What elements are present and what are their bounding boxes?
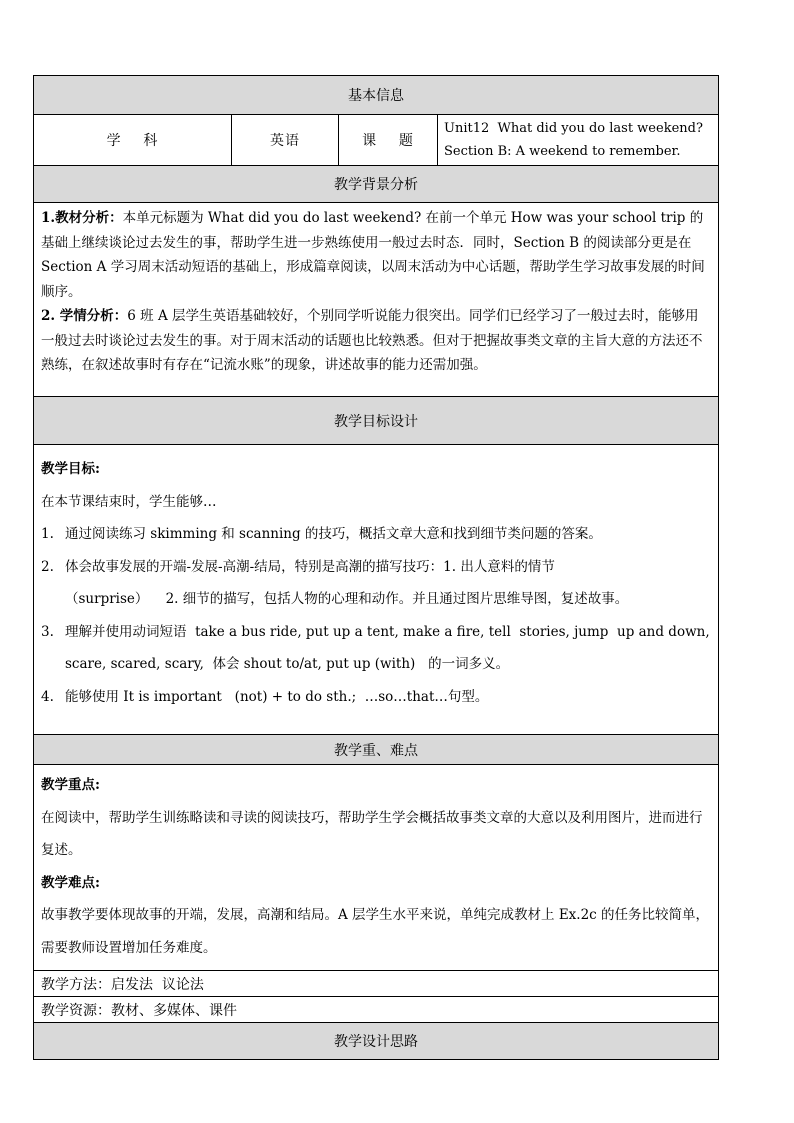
topic-value [438, 115, 719, 166]
subject-label: 学 科 [34, 115, 232, 166]
objectives-intro: 在本节课结束时，学生能够… [41, 493, 217, 510]
objectives-title: 教学目标: [41, 461, 100, 477]
objective-text: 体会故事发展的开端-发展-高潮-结局，特别是高潮的描写技巧：1. 出人意料的情节 [65, 558, 555, 575]
student-analysis-text: 6 班 A 层学生英语基础较好，个别同学听说能力很突出。同学们已经学习了一般过去时，能够用一般过去时谈论过去发生的事。对于周末活动的话题也比较熟悉。但对于把握故事类文章的主旨大意的方法还不熟练，在叙述故事时有存在“记流水账”的现象，讲述故事的能力还需加强。 [41, 308, 703, 373]
teaching-methods: 教学方法：启发法 议论法 [34, 971, 719, 997]
student-analysis-title: 2. 学情分析： [41, 308, 128, 324]
basic-info-header: 基本信息 [34, 76, 719, 115]
objective-text: 通过阅读练习 skimming 和 scanning 的技巧，概括文章大意和找到细节类问题的答案。 [65, 526, 602, 542]
background-content [34, 203, 719, 397]
difficulty-title: 教学难点: [41, 874, 100, 891]
objective-text-cont: scare, scared, scary, 体会 shout to/at, put up (with) 的一词多义。 [65, 656, 510, 672]
background-header: 教学背景分析 [34, 166, 719, 203]
student-analysis [41, 304, 711, 378]
key-points-content [34, 765, 719, 971]
objective-num: 3. [41, 623, 54, 640]
topic-line-1: Unit12 What did you do last weekend? [444, 121, 703, 136]
textbook-analysis-text: 本单元标题为 What did you do last weekend? 在前一个单元 How was your school trip 的基础上继续谈论过去发生的事，帮助学生进一步熟练使用一般过去时态．同时，Section B 的阅读部分更是在 Section A 学习周末活动短语的基础上，形成篇章阅读，以周末活动为中心话题，帮助学生学习故事发展的时间顺序。 [41, 210, 705, 300]
basic-info-header-row [34, 76, 719, 115]
objective-item-1 [41, 518, 711, 551]
topic-line-2: Section B: A weekend to remember. [444, 144, 681, 159]
objective-item-2 [41, 551, 711, 616]
objective-item-4 [41, 681, 711, 714]
design-header: 教学设计思路 [34, 1023, 719, 1060]
difficulty-text: 故事教学要体现故事的开端，发展，高潮和结局。A 层学生水平来说，单纯完成教材上 Ex.2c 的任务比较简单，需要教师设置增加任务难度。 [41, 907, 710, 956]
methods-row [34, 971, 719, 997]
focus-title: 教学重点: [41, 777, 100, 793]
subject-topic-row [34, 115, 719, 166]
textbook-analysis-title: 1.教材分析： [41, 210, 123, 226]
background-header-row [34, 166, 719, 203]
design-header-row [34, 1023, 719, 1060]
topic-label: 课 题 [339, 115, 438, 166]
subject-value: 英语 [232, 115, 339, 166]
objective-num: 2. [41, 558, 54, 575]
key-points-row [34, 765, 719, 971]
textbook-analysis [41, 206, 711, 304]
objectives-content [34, 445, 719, 735]
teaching-resources: 教学资源：教材、多媒体、课件 [34, 997, 719, 1023]
key-points-header: 教学重、难点 [34, 735, 719, 765]
key-points-header-row [34, 735, 719, 765]
objectives-header: 教学目标设计 [34, 397, 719, 445]
objective-num: 1. [41, 526, 54, 542]
objective-num: 4. [41, 688, 54, 705]
objective-text: 理解并使用动词短语 take a bus ride, put up a tent, make a fire, tell stories, jump up and down, [65, 623, 710, 640]
lesson-plan-table [33, 75, 719, 1060]
focus-text: 在阅读中，帮助学生训练略读和寻读的阅读技巧，帮助学生学会概括故事类文章的大意以及利用图片，进而进行复述。 [41, 809, 703, 858]
objective-item-3 [41, 616, 711, 681]
objectives-header-row [34, 397, 719, 445]
background-row [34, 203, 719, 397]
objective-text: 能够使用 It is important (not) + to do sth.; …so…that…句型。 [65, 688, 489, 705]
resources-row [34, 997, 719, 1023]
objectives-row [34, 445, 719, 735]
objective-text-cont: （surprise） 2. 细节的描写，包括人物的心理和动作。并且通过图片思维导图，复述故事。 [65, 591, 629, 607]
